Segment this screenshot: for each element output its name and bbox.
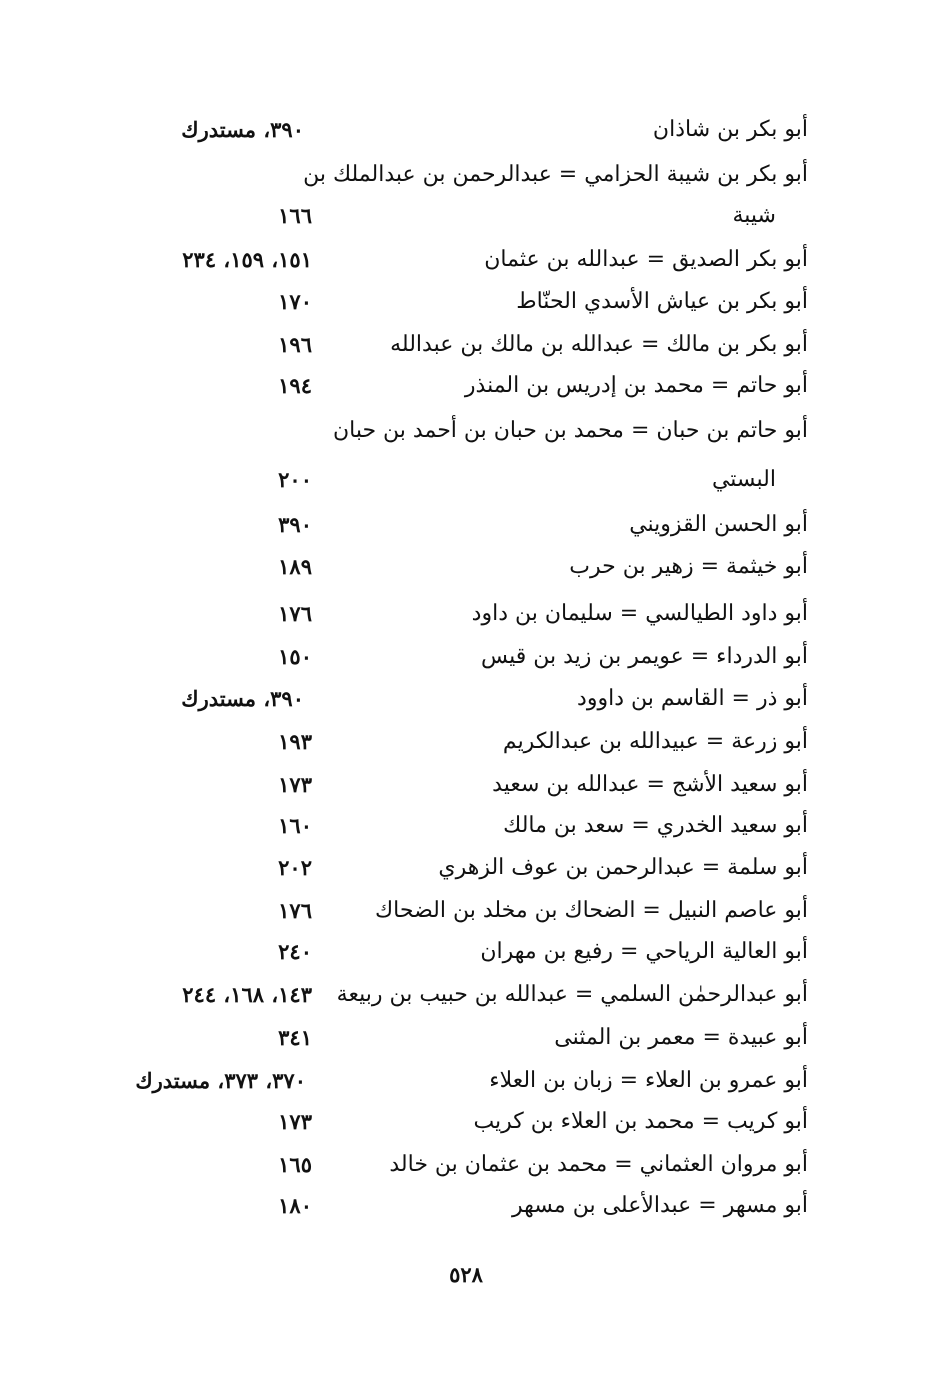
index-entry (0, 1061, 932, 1101)
entry-name: شيبة (732, 203, 776, 228)
index-entry (0, 1186, 932, 1226)
entry-name: أبو الحسن القزويني (629, 512, 808, 537)
entry-name: أبو عبدالرحمٰن السلمي = عبدالله بن حبيب بن ربيعة (336, 982, 808, 1007)
index-entry (0, 411, 932, 451)
index-entry (0, 282, 932, 322)
index-entry (0, 722, 932, 762)
index-entry (0, 1102, 932, 1142)
index-entry (0, 765, 932, 805)
index-entry (0, 325, 932, 365)
entry-pages: ١٦٠ (278, 813, 312, 838)
entry-pages: ١٤٣، ١٦٨، ٢٤٤ (182, 982, 312, 1007)
entry-pages: ٢٠٢ (278, 855, 312, 880)
entry-name: أبو الدرداء = عويمر بن زيد بن قيس (481, 644, 808, 669)
entry-pages: ١٨٠ (278, 1193, 312, 1218)
index-entry (0, 547, 932, 587)
entry-name: أبو حاتم بن حبان = محمد بن حبان بن أحمد بن حبان (332, 418, 808, 443)
entry-pages: ١٥٠ (278, 644, 312, 669)
index-entry (0, 110, 932, 150)
entry-name: أبو بكر بن عياش الأسدي الحنّاط (516, 289, 808, 314)
index-entry (0, 679, 932, 719)
index-entry (0, 637, 932, 677)
entry-name: أبو مسهر = عبدالأعلى بن مسهر (512, 1193, 808, 1218)
entry-name: أبو حاتم = محمد بن إدريس بن المنذر (464, 373, 808, 398)
entry-name: أبو عاصم النبيل = الضحاك بن مخلد بن الضحاك (375, 898, 808, 923)
entry-name: أبو العالية الرياحي = رفيع بن مهران (480, 939, 808, 964)
index-entry (0, 155, 932, 195)
entry-pages: ٢٠٠ (278, 467, 312, 492)
entry-pages: ١٩٣ (278, 729, 312, 754)
index-entry (0, 594, 932, 634)
entry-pages: ١٩٦ (278, 332, 312, 357)
entry-pages: ٣٩٠، مستدرك (181, 117, 304, 142)
index-entry (0, 196, 932, 236)
entry-name: أبو بكر بن شيبة الحزامي = عبدالرحمن بن عبدالملك بن (303, 162, 808, 187)
entry-pages: ١٥١، ١٥٩، ٢٣٤ (182, 247, 312, 272)
entry-name: أبو سعيد الخدري = سعد بن مالك (503, 813, 808, 838)
entry-name: البستي (711, 467, 776, 492)
index-entry (0, 1145, 932, 1185)
index-entry (0, 932, 932, 972)
entry-pages: ١٧٣ (278, 772, 312, 797)
entry-pages: ١٧٠ (278, 289, 312, 314)
entry-pages: ١٦٦ (278, 203, 312, 228)
entry-name: أبو ذر = القاسم بن داوود (577, 686, 808, 711)
page-number: ٥٢٨ (449, 1262, 483, 1287)
entry-pages: ١٧٣ (278, 1109, 312, 1134)
entry-name: أبو سلمة = عبدالرحمن بن عوف الزهري (438, 855, 808, 880)
index-entry (0, 366, 932, 406)
entry-pages: ٣٩٠ (278, 512, 312, 537)
entry-pages: ٣٧٠، ٣٧٣، مستدرك (135, 1068, 306, 1093)
entry-name: أبو بكر بن شاذان (652, 117, 808, 142)
index-entry (0, 505, 932, 545)
entry-name: أبو خيثمة = زهير بن حرب (569, 554, 808, 579)
index-entry (0, 1018, 932, 1058)
entry-name: أبو بكر بن مالك = عبدالله بن مالك بن عبدالله (390, 332, 808, 357)
entry-name: أبو عمرو بن العلاء = زبان بن العلاء (489, 1068, 808, 1093)
entry-name: أبو بكر الصديق = عبدالله بن عثمان (484, 247, 808, 272)
entry-name: أبو عبيدة = معمر بن المثنى (554, 1025, 808, 1050)
index-entry (0, 848, 932, 888)
entry-pages: ٢٤٠ (278, 939, 312, 964)
index-entry (0, 240, 932, 280)
entry-pages: ٣٩٠، مستدرك (181, 686, 304, 711)
entry-pages: ١٧٦ (278, 898, 312, 923)
entry-name: أبو زرعة = عبيدالله بن عبدالكريم (502, 729, 808, 754)
entry-pages: ١٩٤ (278, 373, 312, 398)
index-entry (0, 975, 932, 1015)
index-entry (0, 806, 932, 846)
entry-name: أبو كريب = محمد بن العلاء بن كريب (473, 1109, 808, 1134)
entry-name: أبو سعيد الأشج = عبدالله بن سعيد (492, 772, 808, 797)
entry-pages: ٣٤١ (278, 1025, 312, 1050)
index-entry (0, 891, 932, 931)
entry-pages: ١٦٥ (278, 1152, 312, 1177)
entry-name: أبو مروان العثماني = محمد بن عثمان بن خالد (389, 1152, 808, 1177)
entry-pages: ١٨٩ (278, 554, 312, 579)
index-entry (0, 460, 932, 500)
entry-name: أبو داود الطيالسي = سليمان بن داود (471, 601, 808, 626)
entry-pages: ١٧٦ (278, 601, 312, 626)
